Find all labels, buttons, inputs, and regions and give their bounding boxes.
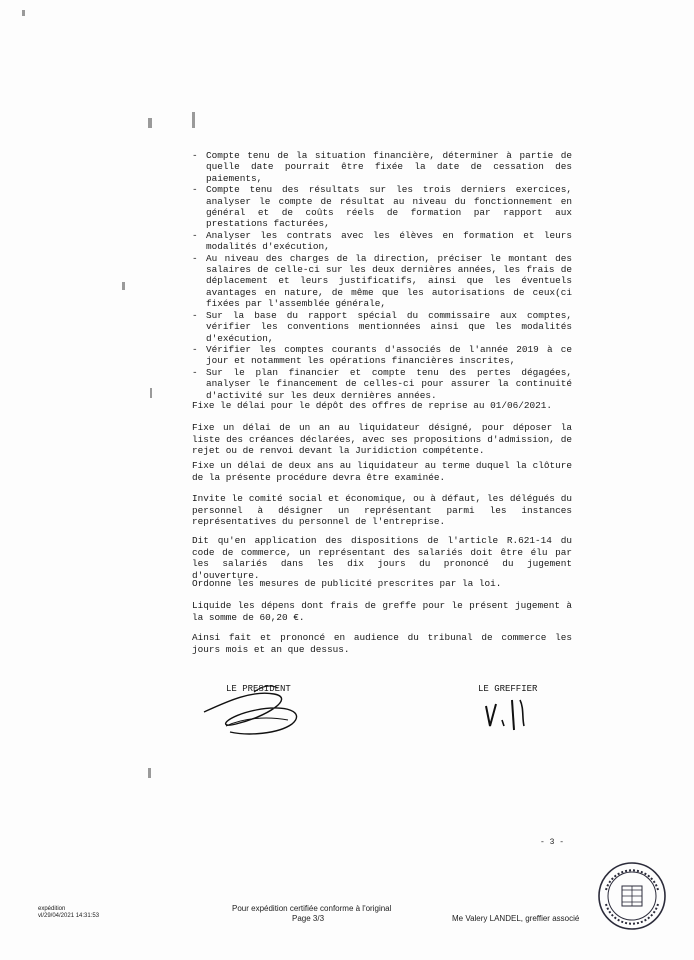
mission-list	[190, 150, 572, 401]
expedition-label: expédition	[38, 906, 66, 912]
scan-speck	[22, 10, 25, 16]
paragraph-claims-list: Fixe un délai de un an au liquidateur désigné, pour déposer la liste des créances déclarées, avec ses propositions d'admission, de rejet ou de renvoi devant la Juridiction compétente.	[192, 422, 572, 457]
expedition-date: vl/29/04/2021 14:31:53	[38, 913, 100, 919]
list-item: - Vérifier les comptes courants d'associés de l'année 2019 à ce jour et notamment les opérations financières inscrites,	[190, 344, 572, 367]
paragraph-offers-deadline: Fixe le délai pour le dépôt des offres de reprise au 01/06/2021.	[192, 400, 553, 411]
paragraph-costs: Liquide les dépens dont frais de greffe pour le présent jugement à la somme de 60,20 €.	[192, 600, 572, 623]
paragraph-social-committee: Invite le comité social et économique, ou à défaut, les délégués du personnel à désigner un représentant parmi les instances représentatives du personnel de l'entreprise.	[192, 493, 572, 528]
greffier-signature	[480, 690, 560, 740]
scan-speck	[150, 388, 152, 398]
paragraph-employee-representative: Dit qu'en application des dispositions de l'article R.621-14 du code de commerce, un représentant des salariés doit être élu par les salariés dans les dix jours du prononcé du jugement d'ouverture.	[192, 535, 572, 581]
footer-page-count: Page 3/3	[292, 914, 325, 923]
scan-speck	[148, 118, 152, 128]
list-item: - Compte tenu des résultats sur les trois derniers exercices, analyser le compte de résultat au niveau du fonctionnement en général et de coûts réels de formation par rapport aux prestations facturées,	[190, 184, 572, 230]
greffier-label: LE GREFFIER	[478, 684, 538, 694]
president-label: LE PRESIDENT	[226, 684, 291, 694]
president-signature	[196, 672, 326, 742]
clerk-name: Me Valery LANDEL, greffier associé	[452, 914, 580, 923]
list-item: - Au niveau des charges de la direction, préciser le montant des salaires de celle-ci sur les deux dernières années, les frais de déplacement et leurs justificatifs, ainsi que les éventuels avantages en nature, de même que les autorisations de ceux(ci fixées par l'assemblée générale,	[190, 253, 572, 310]
certified-copy-text: Pour expédition certifiée conforme à l'original	[232, 904, 392, 913]
court-seal-stamp-icon	[596, 860, 668, 932]
paragraph-closing: Ainsi fait et prononcé en audience du tribunal de commerce les jours mois et an que dessus.	[192, 632, 572, 655]
list-item: - Sur la base du rapport spécial du commissaire aux comptes, vérifier les conventions mentionnées ainsi que les modalités d'exécution,	[190, 310, 572, 344]
list-item: - Compte tenu de la situation financière, déterminer à partie de quelle date pourrait être fixée la date de cessation des paiements,	[190, 150, 572, 184]
paragraph-closure-deadline: Fixe un délai de deux ans au liquidateur au terme duquel la clôture de la présente procédure devra être examinée.	[192, 460, 572, 483]
page-number: - 3 -	[540, 838, 565, 847]
list-item: - Analyser les contrats avec les élèves en formation et leurs modalités d'exécution,	[190, 230, 572, 253]
paragraph-publicity: Ordonne les mesures de publicité prescrites par la loi.	[192, 578, 502, 589]
scan-speck	[122, 282, 125, 290]
scan-speck	[192, 112, 195, 128]
list-item: - Sur le plan financier et compte tenu des pertes dégagées, analyser le financement de celles-ci pour assurer la continuité d'activité sur les deux dernières années.	[190, 367, 572, 401]
scan-speck	[148, 768, 151, 778]
